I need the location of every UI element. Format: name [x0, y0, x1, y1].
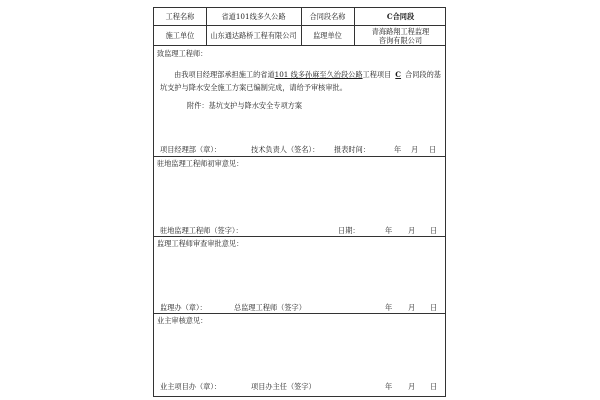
header-row-project: [154, 8, 445, 26]
construction-unit-label: 施工单位: [165, 31, 195, 40]
resident-sign-label: 驻地监理工程师（签字）：: [160, 226, 243, 235]
supervisor-date-day: 日: [430, 303, 438, 312]
supervisor-review-title: 监理工程师审查审批意见：: [157, 239, 244, 248]
supervision-unit-line1: 青海路翔工程监理: [371, 26, 430, 36]
owner-director-label: 项目办主任（签字）: [251, 382, 316, 391]
supervisor-date-year: 年: [385, 303, 393, 312]
approval-form: [153, 7, 446, 397]
request-date-month: 月: [411, 145, 419, 154]
body-road: 101 线多孙麻至久治段公路: [274, 70, 363, 79]
header-row-units: [154, 26, 445, 46]
request-body-line1: [174, 70, 441, 80]
body-mid: 工程项目: [362, 70, 392, 79]
body-suffix: 合同段的基: [405, 70, 441, 79]
salutation: 致监理工程师：: [157, 49, 208, 58]
sign-pm: 项目经理部（章）：: [160, 145, 222, 154]
supervision-unit-line2: 咨询有限公司: [378, 35, 423, 45]
request-date-day: 日: [429, 145, 437, 154]
project-name-label: 工程名称: [165, 12, 195, 21]
construction-unit-value: 山东通达路桥工程有限公司: [210, 31, 297, 40]
body-section: C: [395, 70, 402, 79]
supervisor-office-label: 监理办（章）：: [160, 303, 207, 312]
owner-date-month: 月: [408, 382, 416, 391]
supervisor-date-month: 月: [408, 303, 416, 312]
owner-date-day: 日: [430, 382, 438, 391]
supervision-unit-value: [354, 26, 447, 45]
request-date-year: 年: [394, 145, 402, 154]
owner-review-title: 业主审核意见：: [157, 316, 208, 325]
body-prefix: 由我项目经理部承担施工的省道: [174, 70, 275, 79]
resident-date-year: 年: [385, 226, 393, 235]
request-body-line2: 坑支护与降水安全施工方案已编制完成，请给予审核审批。: [160, 83, 347, 92]
contract-section-value: C合同段: [386, 12, 415, 21]
resident-date-day: 日: [430, 226, 438, 235]
resident-date-label: 日期：: [338, 226, 360, 235]
resident-review-title: 驻地监理工程师初审意见：: [157, 159, 244, 168]
supervision-unit-label: 监理单位: [313, 31, 342, 40]
supervisor-chief-label: 总监理工程师（签字）: [234, 303, 306, 312]
contract-section-label: 合同段名称: [309, 12, 346, 21]
sign-tech: 技术负责人（签名）：: [251, 145, 320, 154]
sign-time: 报表时间：: [334, 145, 370, 154]
resident-date-month: 月: [408, 226, 416, 235]
owner-office-label: 业主项目办（章）：: [160, 382, 222, 391]
owner-date-year: 年: [385, 382, 393, 391]
attachment-line: 附件：基坑支护与降水安全专项方案: [187, 101, 303, 110]
project-name-value: 省道101线多久公路: [221, 12, 286, 21]
